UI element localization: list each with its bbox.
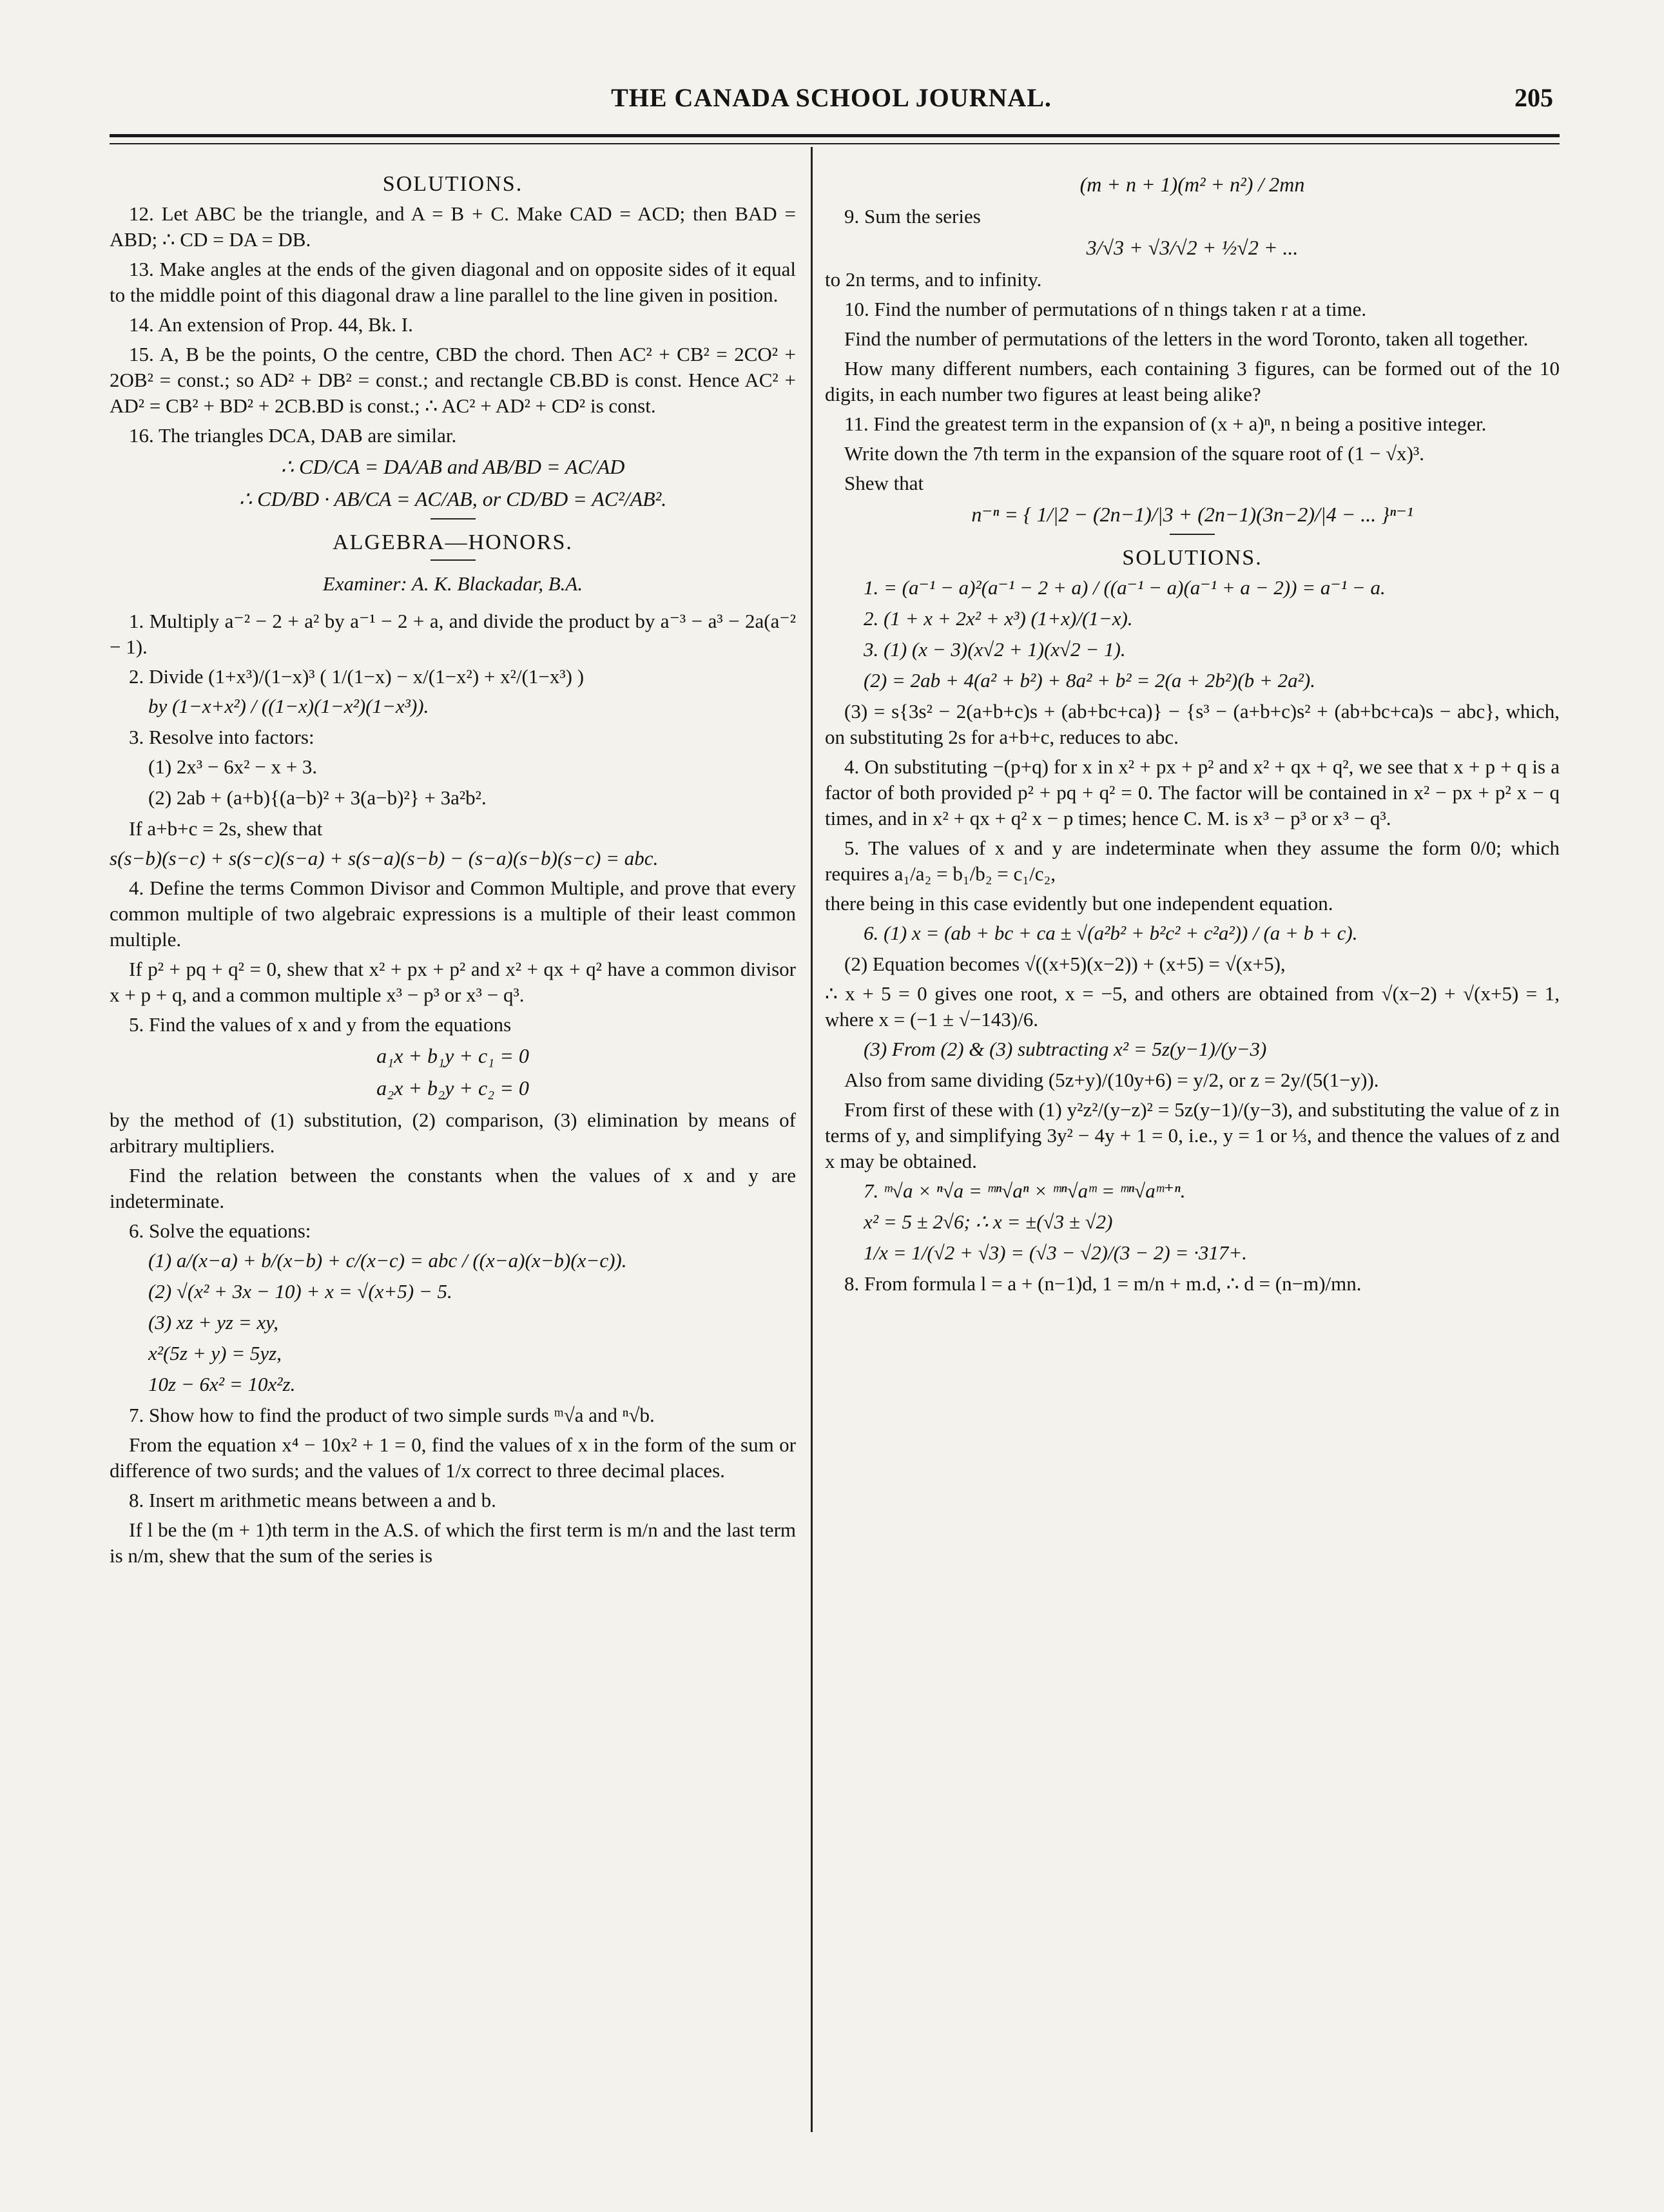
answer-7-part-b: x² = 5 ± 2√6; ∴ x = ±(√3 ± √2): [864, 1210, 1113, 1233]
question-10-part-b: Find the number of permutations of the letters in the word Toronto, taken all together.: [844, 327, 1529, 350]
question-11-part-c: Shew that: [844, 472, 924, 494]
solution-16-equation-2: ∴ CD/BD · AB/CA = AC/AB, or CD/BD = AC²/AB².: [238, 487, 667, 510]
question-7: 7. Show how to find the product of two simple surds ᵐ√a and ⁿ√b.: [129, 1404, 655, 1426]
question-9-part-b: to 2n terms, and to infinity.: [825, 268, 1042, 291]
question-3-part-2: (2) 2ab + (a+b){(a−b)² + 3(a−b)²} + 3a²b².: [148, 786, 487, 809]
question-7-part-b: From the equation x⁴ − 10x² + 1 = 0, find the values of x in the form of the sum or difference of two surds; and the values of 1/x correct to three decimal places.: [110, 1433, 796, 1482]
solution-15: 15. A, B be the points, O the centre, CBD the chord. Then AC² + CB² = 2CO² + 2OB² = const.; so AD² + DB² = const.; and rectangle CB.BD is const. Hence AC² + AD² = CB² + BD² + 2CB.BD is const.; ∴ AC² + AD² + CD² is const.: [110, 343, 796, 417]
answer-3-part-1: 3. (1) (x − 3)(x√2 + 1)(x√2 − 1).: [864, 638, 1126, 661]
question-9-series: 3/√3 + √3/√2 + ½√2 + ...: [1086, 236, 1299, 259]
question-6-part-2: (2) √(x² + 3x − 10) + x = √(x+5) − 5.: [148, 1280, 452, 1303]
question-8-sum-result: (m + n + 1)(m² + n²) / 2mn: [1079, 173, 1305, 196]
left-column: [110, 166, 796, 1573]
answer-6-part-1: 6. (1) x = (ab + bc + ca ± √(a²b² + b²c² + c²a²)) / (a + b + c).: [864, 922, 1358, 944]
question-10: 10. Find the number of permutations of n things taken r at a time.: [844, 298, 1367, 320]
page-header: [110, 82, 1553, 121]
answer-5-part-b: there being in this case evidently but one independent equation.: [825, 892, 1333, 915]
question-11-identity: n⁻ⁿ = { 1/|2 − (2n−1)/|3 + (2n−1)(3n−2)/|4 − ... }ⁿ⁻¹: [971, 503, 1413, 526]
examiner-line: Examiner: A. K. Blackadar, B.A.: [322, 572, 583, 595]
question-11-part-b: Write down the 7th term in the expansion of the square root of (1 − √x)³.: [844, 442, 1424, 465]
solution-12: 12. Let ABC be the triangle, and A = B + C. Make CAD = ACD; then BAD = ABD; ∴ CD = DA = DB.: [110, 202, 796, 251]
question-8: 8. Insert m arithmetic means between a and b.: [129, 1489, 496, 1511]
question-8-part-b: If l be the (m + 1)th term in the A.S. of which the first term is m/n and the last term is n/m, shew that the sum of the series is: [110, 1518, 796, 1567]
answer-1: 1. = (a⁻¹ − a)²(a⁻¹ − 2 + a) / ((a⁻¹ − a)(a⁻¹ + a − 2)) = a⁻¹ − a.: [864, 576, 1386, 599]
column-divider: [811, 147, 813, 2132]
question-6-part-3c: 10z − 6x² = 10x²z.: [148, 1373, 296, 1395]
question-5-equation-2: a₂x + b₂y + c₂ = 0: [376, 1076, 529, 1100]
solution-16: 16. The triangles DCA, DAB are similar.: [129, 424, 457, 447]
page-number: 205: [1514, 83, 1553, 112]
question-3-part-1: (1) 2x³ − 6x² − x + 3.: [148, 755, 318, 778]
question-5-equation-1: a₁x + b₁y + c₁ = 0: [376, 1044, 529, 1067]
answer-8: 8. From formula l = a + (n−1)d, 1 = m/n + m.d, ∴ d = (n−m)/mn.: [844, 1272, 1362, 1295]
answer-7: 7. ᵐ√a × ⁿ√a = ᵐⁿ√aⁿ × ᵐⁿ√aᵐ = ᵐⁿ√aᵐ⁺ⁿ.: [864, 1179, 1186, 1202]
journal-title: THE CANADA SCHOOL JOURNAL.: [611, 83, 1052, 112]
right-column: [825, 166, 1560, 1301]
section-rule: [431, 559, 476, 561]
header-rule-thick: [110, 134, 1560, 137]
question-5-method: by the method of (1) substitution, (2) comparison, (3) elimination by means of arbitrary multipliers.: [110, 1109, 796, 1157]
question-6-part-3a: (3) xz + yz = xy,: [148, 1311, 278, 1334]
answer-6-part-3b: Also from same dividing (5z+y)/(10y+6) = y/2, or z = 2y/(5(1−y)).: [844, 1069, 1379, 1091]
answer-6-part-2: (2) Equation becomes √((x+5)(x−2)) + (x+5) = √(x+5),: [844, 953, 1286, 975]
question-4-part-b: If p² + pq + q² = 0, shew that x² + px + p² and x² + qx + q² have a common divisor x + p + q, and a common multiple x³ − p³ or x³ − q³.: [110, 958, 796, 1006]
solution-13: 13. Make angles at the ends of the given diagonal and on opposite sides of it equal to the middle point of this diagonal draw a line parallel to the line given in position.: [110, 258, 796, 306]
solution-14: 14. An extension of Prop. 44, Bk. I.: [129, 313, 413, 336]
question-2-divisor: by (1−x+x²) / ((1−x)(1−x²)(1−x³)).: [148, 695, 429, 717]
question-10-part-c: How many different numbers, each containing 3 figures, can be formed out of the 10 digits, in each number two figures at least being alike?: [825, 357, 1560, 405]
answer-5: 5. The values of x and y are indeterminate when they assume the form 0/0; which requires a₁/a₂ = b₁/b₂ = c₁/c₂,: [825, 837, 1560, 885]
question-4: 4. Define the terms Common Divisor and Common Multiple, and prove that every common multiple of two algebraic expressions is a multiple of their least common multiple.: [110, 877, 796, 951]
question-6-part-1: (1) a/(x−a) + b/(x−b) + c/(x−c) = abc / ((x−a)(x−b)(x−c)).: [148, 1249, 627, 1272]
question-11: 11. Find the greatest term in the expansion of (x + a)ⁿ, n being a positive integer.: [844, 412, 1487, 435]
answer-6-part-3c: From first of these with (1) y²z²/(y−z)² = 5z(y−1)/(y−3), and substituting the value of z in terms of y, and simplifying 3y² − 4y + 1 = 0, i.e., y = 1 or ⅓, and thence the values of z and x may be obtained.: [825, 1098, 1560, 1172]
algebra-heading: ALGEBRA—HONORS.: [333, 530, 573, 554]
question-3-condition: If a+b+c = 2s, shew that: [129, 817, 323, 840]
question-3: 3. Resolve into factors:: [129, 726, 314, 748]
section-rule: [431, 518, 476, 519]
question-6-part-3b: x²(5z + y) = 5yz,: [148, 1342, 282, 1364]
question-2: 2. Divide (1+x³)/(1−x)³ ( 1/(1−x) − x/(1−x²) + x²/(1−x³) ): [129, 665, 585, 688]
answer-6-part-2b: ∴ x + 5 = 0 gives one root, x = −5, and others are obtained from √(x−2) + √(x+5) = 1, where x = (−1 ± √−143)/6.: [825, 982, 1560, 1031]
question-1: 1. Multiply a⁻² − 2 + a² by a⁻¹ − 2 + a, and divide the product by a⁻³ − a³ − 2a(a⁻² − 1).: [110, 610, 796, 658]
question-5-relation: Find the relation between the constants when the values of x and y are indeterminate.: [110, 1164, 796, 1212]
answer-4: 4. On substituting −(p+q) for x in x² + px + p² and x² + qx + q², we see that x + p + q is a factor of both provided p² + pq + q² = 0. The factor will be contained in x² − px + p² x − q times, and in x² + qx + q² x − p times; hence C. M. is x³ − p³ or x³ − q³.: [825, 755, 1560, 830]
question-3-identity: s(s−b)(s−c) + s(s−c)(s−a) + s(s−a)(s−b) − (s−a)(s−b)(s−c) = abc.: [110, 847, 659, 869]
question-9: 9. Sum the series: [844, 205, 981, 228]
answer-3-part-2: (2) = 2ab + 4(a² + b²) + 8a² + b² = 2(a + 2b²)(b + 2a²).: [864, 669, 1315, 692]
header-rule-thin: [110, 143, 1560, 144]
answer-6-part-3: (3) From (2) & (3) subtracting x² = 5z(y−1)/(y−3): [864, 1038, 1267, 1060]
section-rule: [1170, 534, 1215, 535]
solution-16-equation-1: ∴ CD/CA = DA/AB and AB/BD = AC/AD: [280, 455, 625, 478]
solutions-heading-left: SOLUTIONS.: [382, 172, 523, 196]
solutions-heading-right: SOLUTIONS.: [1122, 546, 1263, 570]
question-6: 6. Solve the equations:: [129, 1219, 311, 1242]
answer-3-part-3: (3) = s{3s² − 2(a+b+c)s + (ab+bc+ca)} − {s³ − (a+b+c)s² + (ab+bc+ca)s − abc}, which, on substituting 2s for a+b+c, reduces to abc.: [825, 700, 1560, 748]
answer-2: 2. (1 + x + 2x² + x³) (1+x)/(1−x).: [864, 607, 1133, 630]
question-5: 5. Find the values of x and y from the equations: [129, 1013, 512, 1036]
answer-7-part-c: 1/x = 1/(√2 + √3) = (√3 − √2)/(3 − 2) = ·317+.: [864, 1241, 1248, 1264]
